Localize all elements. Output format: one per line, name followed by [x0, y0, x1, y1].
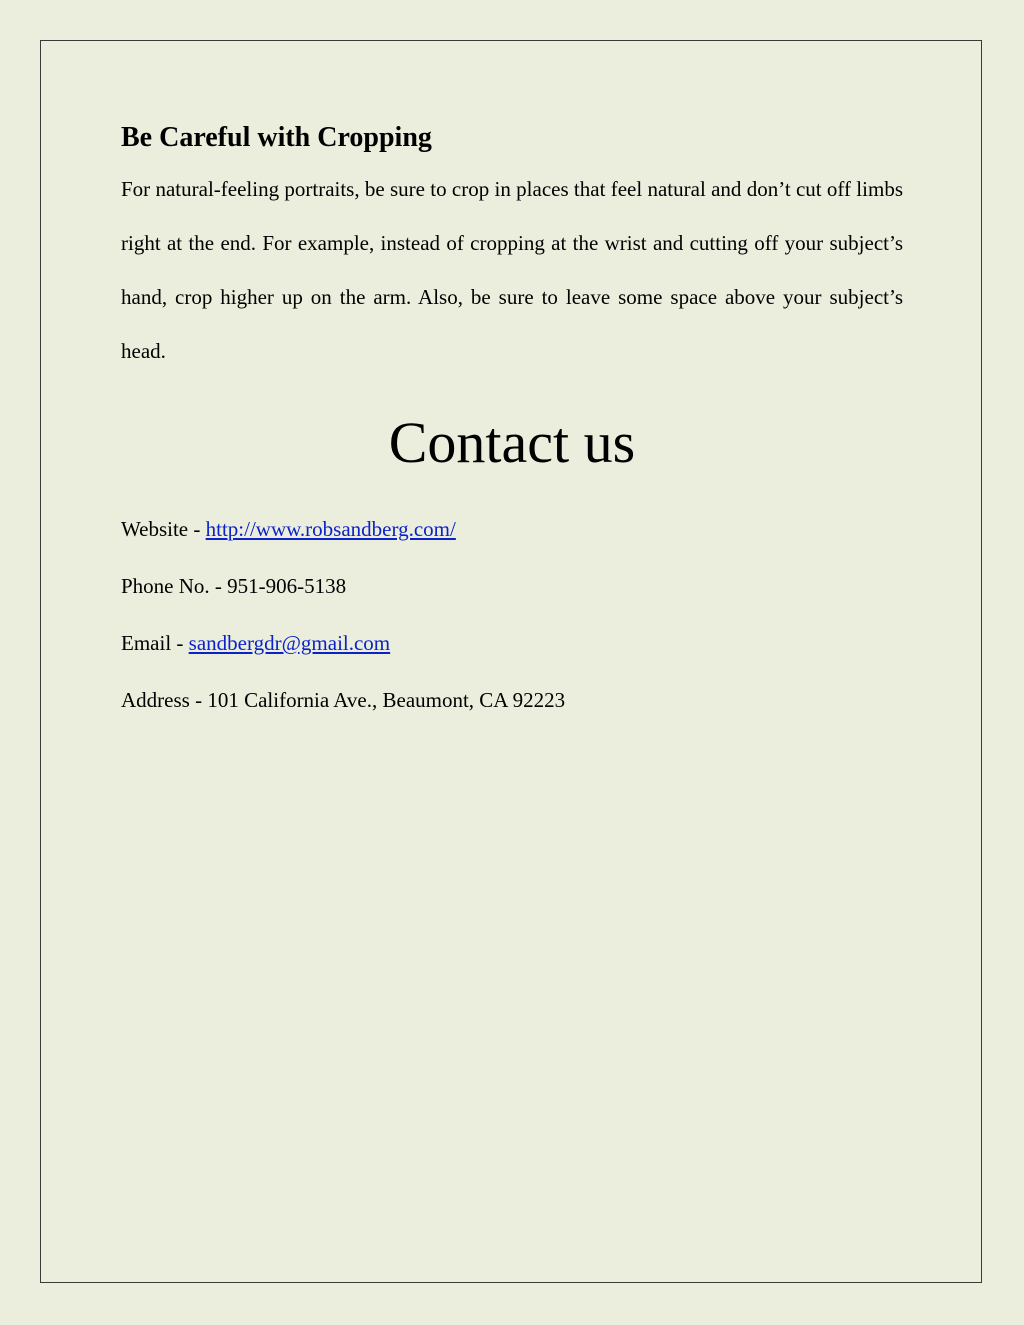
contact-title: Contact us — [388, 410, 636, 475]
body-paragraph: For natural-feeling portraits, be sure to crop in places that feel natural and don’t cut off limbs right at the end. For example, instead of cropping at the wrist and cutting off your subject’s hand, crop higher up on the arm. Also, be sure to leave some space above your subject’s head. — [121, 177, 903, 363]
phone-label: Phone No. - — [121, 574, 228, 598]
address-label: Address - — [121, 688, 208, 712]
email-link[interactable]: sandbergdr@gmail.com — [188, 631, 391, 655]
section-heading: Be Careful with Cropping — [121, 122, 432, 153]
contact-list — [121, 514, 903, 715]
address-value: 101 California Ave., Beaumont, CA 92223 — [207, 688, 566, 712]
address-line — [121, 685, 903, 715]
website-label: Website - — [121, 517, 206, 541]
phone-value: 951-906-5138 — [227, 574, 347, 598]
website-line — [121, 514, 903, 544]
phone-line — [121, 571, 903, 601]
email-label: Email - — [121, 631, 189, 655]
page-content — [121, 118, 903, 742]
website-link[interactable]: http://www.robsandberg.com/ — [205, 517, 456, 541]
email-line — [121, 628, 903, 658]
